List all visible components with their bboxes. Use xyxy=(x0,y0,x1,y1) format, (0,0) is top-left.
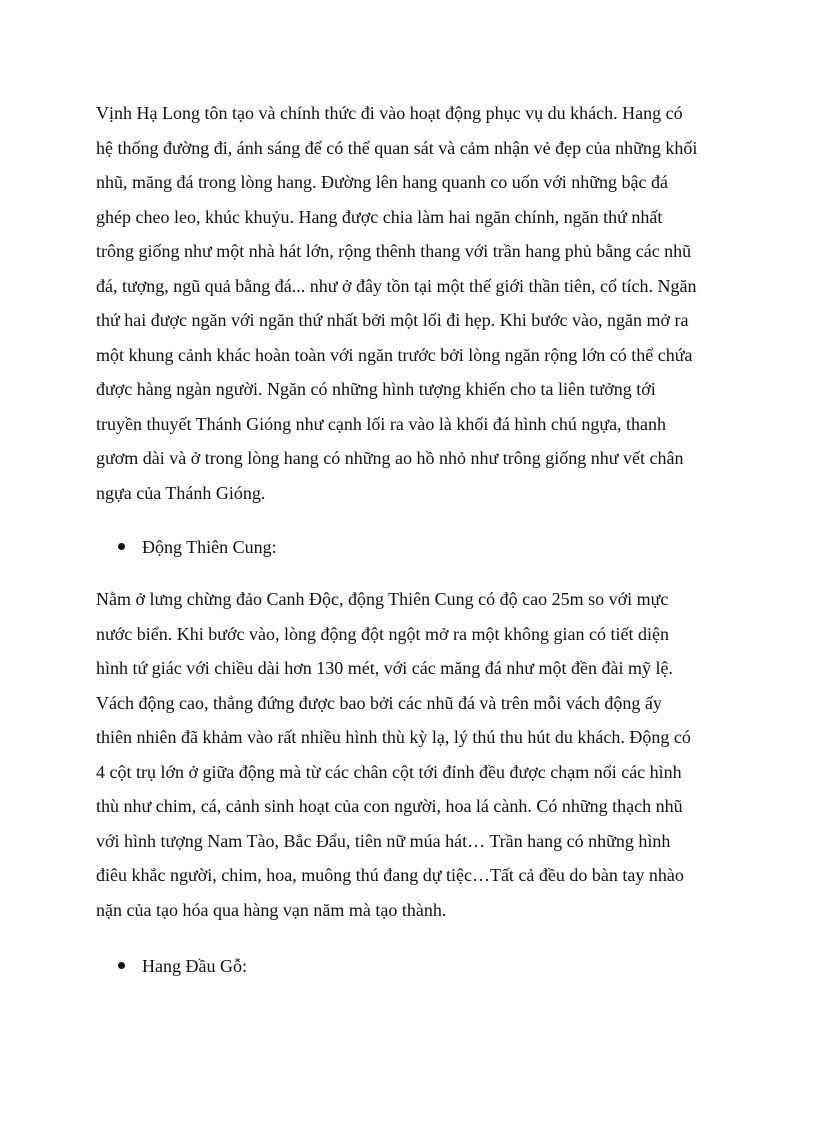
text-line: nhũ, măng đá trong lòng hang. Đường lên hang quanh co uốn với những bậc đá xyxy=(96,172,668,192)
bullet-item-hang-dau-go xyxy=(118,949,247,984)
text-line: hình tứ giác với chiều dài hơn 130 mét, với các măng đá như một đền đài mỹ lệ. xyxy=(96,658,673,678)
text-line: thù như chim, cá, cảnh sinh hoạt của con người, hoa lá cành. Có những thạch nhũ xyxy=(96,796,683,816)
text-line: gươm dài và ở trong lòng hang có những ao hồ nhỏ như trông giống như vết chân xyxy=(96,448,684,468)
bullet-item-dong-thien-cung xyxy=(118,530,277,565)
text-line: truyền thuyết Thánh Gióng như cạnh lối ra vào là khối đá hình chú ngựa, thanh xyxy=(96,413,667,434)
bullet-label: Động Thiên Cung: xyxy=(142,537,277,557)
text-line: thiên nhiên đã khảm vào rất nhiều hình thù kỳ lạ, lý thú thu hút du khách. Động có xyxy=(96,727,691,747)
text-line: một khung cảnh khác hoàn toàn với ngăn trước bởi lòng ngăn rộng lớn có thể chứa xyxy=(96,344,693,365)
bullet-icon xyxy=(118,962,125,969)
paragraph-hang-description xyxy=(96,96,724,510)
text-line: Vịnh Hạ Long tôn tạo và chính thức đi vào hoạt động phục vụ du khách. Hang có xyxy=(96,103,683,123)
text-line: Nằm ở lưng chừng đảo Canh Độc, động Thiên Cung có độ cao 25m so với mực xyxy=(96,589,669,609)
text-line: ghép cheo leo, khúc khuỷu. Hang được chia làm hai ngăn chính, ngăn thứ nhất xyxy=(96,206,663,227)
text-line: nặn của tạo hóa qua hàng vạn năm mà tạo thành. xyxy=(96,899,447,920)
paragraph-dong-thien-cung xyxy=(96,582,724,927)
text-line: được hàng ngàn người. Ngăn có những hình tượng khiến cho ta liên tưởng tới xyxy=(96,379,656,399)
bullet-icon xyxy=(118,543,125,550)
text-line: hệ thống đường đi, ánh sáng để có thể quan sát và cảm nhận vẻ đẹp của những khối xyxy=(96,137,698,158)
text-line: Vách động cao, thẳng đứng được bao bởi các nhũ đá và trên mỗi vách động ấy xyxy=(96,692,662,713)
text-line: với hình tượng Nam Tào, Bắc Đẩu, tiên nữ múa hát… Trần hang có những hình xyxy=(96,830,671,851)
bullet-label: Hang Đầu Gỗ: xyxy=(142,956,247,976)
text-line: 4 cột trụ lớn ở giữa động mà từ các chân cột tới đỉnh đều được chạm nổi các hình xyxy=(96,761,682,782)
text-line: nước biển. Khi bước vào, lòng động đột ngột mở ra một không gian có tiết diện xyxy=(96,623,669,644)
text-line: trông giống như một nhà hát lớn, rộng thênh thang với trần hang phủ bằng các nhũ xyxy=(96,241,692,261)
text-line: điêu khắc người, chim, hoa, muông thú đang dự tiệc…Tất cả đều do bàn tay nhào xyxy=(96,865,684,885)
text-line: thứ hai được ngăn với ngăn thứ nhất bởi một lối đi hẹp. Khi bước vào, ngăn mở ra xyxy=(96,310,689,330)
text-line: ngựa của Thánh Gióng. xyxy=(96,482,266,503)
text-line: đá, tượng, ngũ quả bằng đá... như ở đây tồn tại một thế giới thần tiên, cổ tích. Ngăn xyxy=(96,275,697,296)
